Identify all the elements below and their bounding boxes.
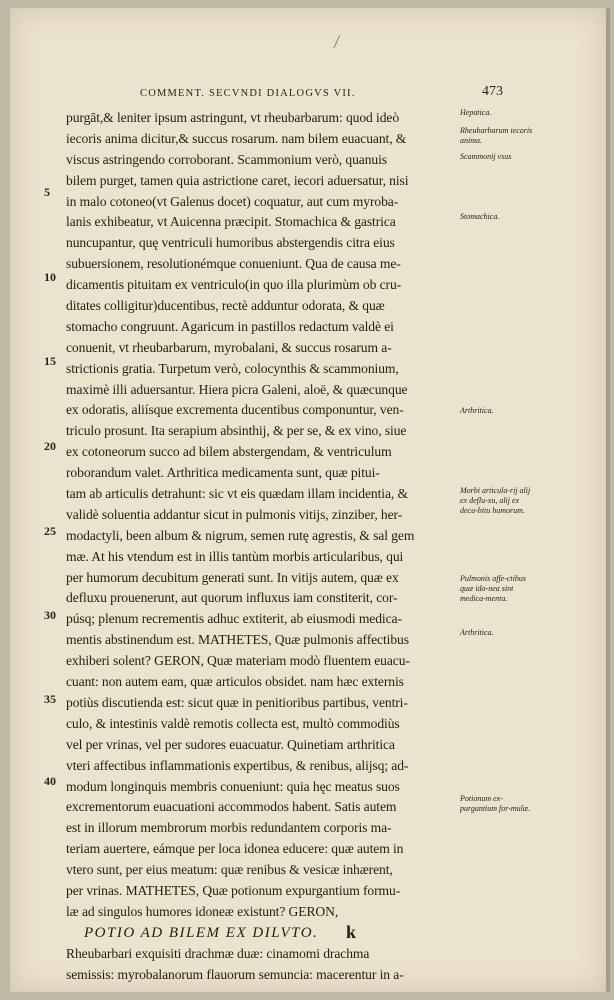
margin-note: Scammonij vsus xyxy=(460,152,512,161)
signature-mark: k xyxy=(346,922,357,942)
text-line: exhiberi solent? GERON, Quæ materiam modò fluentem euacu- xyxy=(66,653,410,669)
text-line: est in illorum membrorum morbis redundantem corporis ma- xyxy=(66,820,392,836)
text-line: subuersionem, resolutionémque conueniunt. Qua de causa me- xyxy=(66,256,401,272)
text-line: vteri affectibus inflammationis expertibus, & renibus, alijsq; ad- xyxy=(66,757,409,773)
text-line: ditates colligitur)ducentibus, rectè adduntur odorata, & quæ xyxy=(66,298,385,314)
text-line: strictionis gratia. Turpetum verò, colocynthis & scammonium, xyxy=(66,360,399,376)
text-line: per humorum decubitum generati sunt. In vitijs autem, quæ ex xyxy=(66,569,399,585)
margin-note: Arthritica. xyxy=(460,628,494,637)
text-line: ex cotoneorum succo ad bilem abstergendam, & ventriculum xyxy=(66,444,392,460)
running-title: COMMENT. SECVNDI DIALOGVS VII. xyxy=(140,88,356,99)
line-number: 25 xyxy=(44,524,56,538)
text-line: purgāt,& leniter ipsum astringunt, vt rheubarbarum: quod ideò xyxy=(66,110,400,125)
text-line: maximè illi aduersantur. Hiera picra Galeni, aloë, & quæcunque xyxy=(66,381,408,397)
text-line: potiùs discutienda est: sicut quæ in penitioribus partibus, ventri- xyxy=(66,694,408,710)
main-text xyxy=(66,108,456,985)
line-number: 35 xyxy=(44,692,56,706)
line-number: 40 xyxy=(44,774,56,788)
text-line: modum longinquis membris conueniunt: quia hęc meatus suos xyxy=(66,778,400,794)
text-line: tam ab articulis detrahunt: sic vt eis quædam illam incidentia, & xyxy=(66,486,408,502)
line-number: 5 xyxy=(44,185,50,199)
text-line: per vrinas. MATHETES, Quæ potionum expurgantium formu- xyxy=(66,882,401,898)
text-line: dicamentis pituitam ex ventriculo(in quo illa plurimùm ob cru- xyxy=(66,277,402,293)
line-number: 20 xyxy=(44,439,56,453)
text-line: vtero sunt, per eius meatum: quæ renibus & vesicæ inhærent, xyxy=(66,862,393,878)
margin-note: Hepatica. xyxy=(460,108,492,117)
margin-note: Morbi articula-rij alij ex deflu-xu, alij ex decu-bitu humorum. xyxy=(460,486,531,515)
text-line: lanis exhibeatur, vt Auicenna præcipit. Stomachica & gastrica xyxy=(66,214,396,230)
page-number: 473 xyxy=(482,84,503,99)
text-line: teriam auertere, eámque per loca idonea educere: quæ autem in xyxy=(66,841,404,857)
text-line: triculo prosunt. Ita serapium absinthij, & per se, & ex vino, siue xyxy=(66,423,407,439)
margin-note: Pulmonis affe-ctibus quæ ido-nea sint medica-menta. xyxy=(460,574,526,603)
text-line: mentis abstinendum est. MATHETES, Quæ pulmonis affectibus xyxy=(66,632,409,648)
text-line: culo, & intestinis valdè remotis collecta est, multò commodiùs xyxy=(66,715,400,731)
text-line: iecoris anima dicitur,& succus rosarum. nam bilem euacuant, & xyxy=(66,130,407,146)
recipe-line: semissis: myrobalanorum flauorum semuncia: macerentur in a- xyxy=(66,966,404,982)
line-number: 10 xyxy=(44,270,56,284)
text-line: modactyli, been album & nigrum, semen rutę agrestis, & sal gem xyxy=(66,527,415,543)
text-line: stomacho congruunt. Agaricum in pastillos redactum valdè ei xyxy=(66,318,394,334)
margin-note: Potionum ex-purgantium for-mulæ. xyxy=(460,794,531,813)
ink-mark xyxy=(333,35,345,51)
book-page xyxy=(10,8,610,992)
text-line: ex odoratis, aliísque excrementa ducentibus componuntur, ven- xyxy=(66,402,404,418)
text-line: nuncupantur, quę ventriculi humoribus abstergendis citra eius xyxy=(66,235,395,251)
text-line: roborandum valet. Arthritica medicamenta sunt, quæ pitui- xyxy=(66,465,380,481)
text-line: defluxu prouenerunt, aut quorum influxus iam constiterit, cor- xyxy=(66,590,398,606)
text-line: conuenit, vt rheubarbarum, myrobalani, & succus rosarum a- xyxy=(66,339,392,355)
line-number: 15 xyxy=(44,354,56,368)
margin-note: Stomachica. xyxy=(460,212,500,221)
text-line: læ ad singulos humores idoneæ existunt? GERON, xyxy=(66,903,339,919)
text-line: excrementorum euacuationi accommodos habent. Satis autem xyxy=(66,799,397,815)
recipe-line: Rheubarbari exquisiti drachmæ duæ: cinamomi drachma xyxy=(66,945,370,961)
text-line: validè soluentia addantur sicut in pulmonis vitijs, zinziber, her- xyxy=(66,506,403,522)
text-line: bilem purget, tamen quia astrictione caret, iecori aduersatur, nisi xyxy=(66,172,409,188)
line-number: 30 xyxy=(44,608,56,622)
text-line: cuant: non autem eam, quæ articulos obsidet. nam hæc externis xyxy=(66,674,404,690)
text-line: vel per vrinas, vel per sudores euacuatur. Quinetiam arthritica xyxy=(66,736,395,752)
text-line: viscus astringendo corroborant. Scammonium verò, quanuis xyxy=(66,151,387,167)
text-line: mæ. At his vtendum est in illis tantùm morbis articularibus, qui xyxy=(66,548,404,564)
section-title: POTIO AD BILEM EX DILVTO. xyxy=(84,924,319,941)
text-line: púsq; plenum recrementis adhuc extiterit, ab eiusmodi medica- xyxy=(66,611,402,627)
text-line: in malo cotoneo(vt Galenus docet) coquatur, aut cum myroba- xyxy=(66,193,399,209)
margin-note: Arthritica. xyxy=(460,406,494,415)
margin-note: Rheubarbarum iecoris anima. xyxy=(460,126,533,145)
